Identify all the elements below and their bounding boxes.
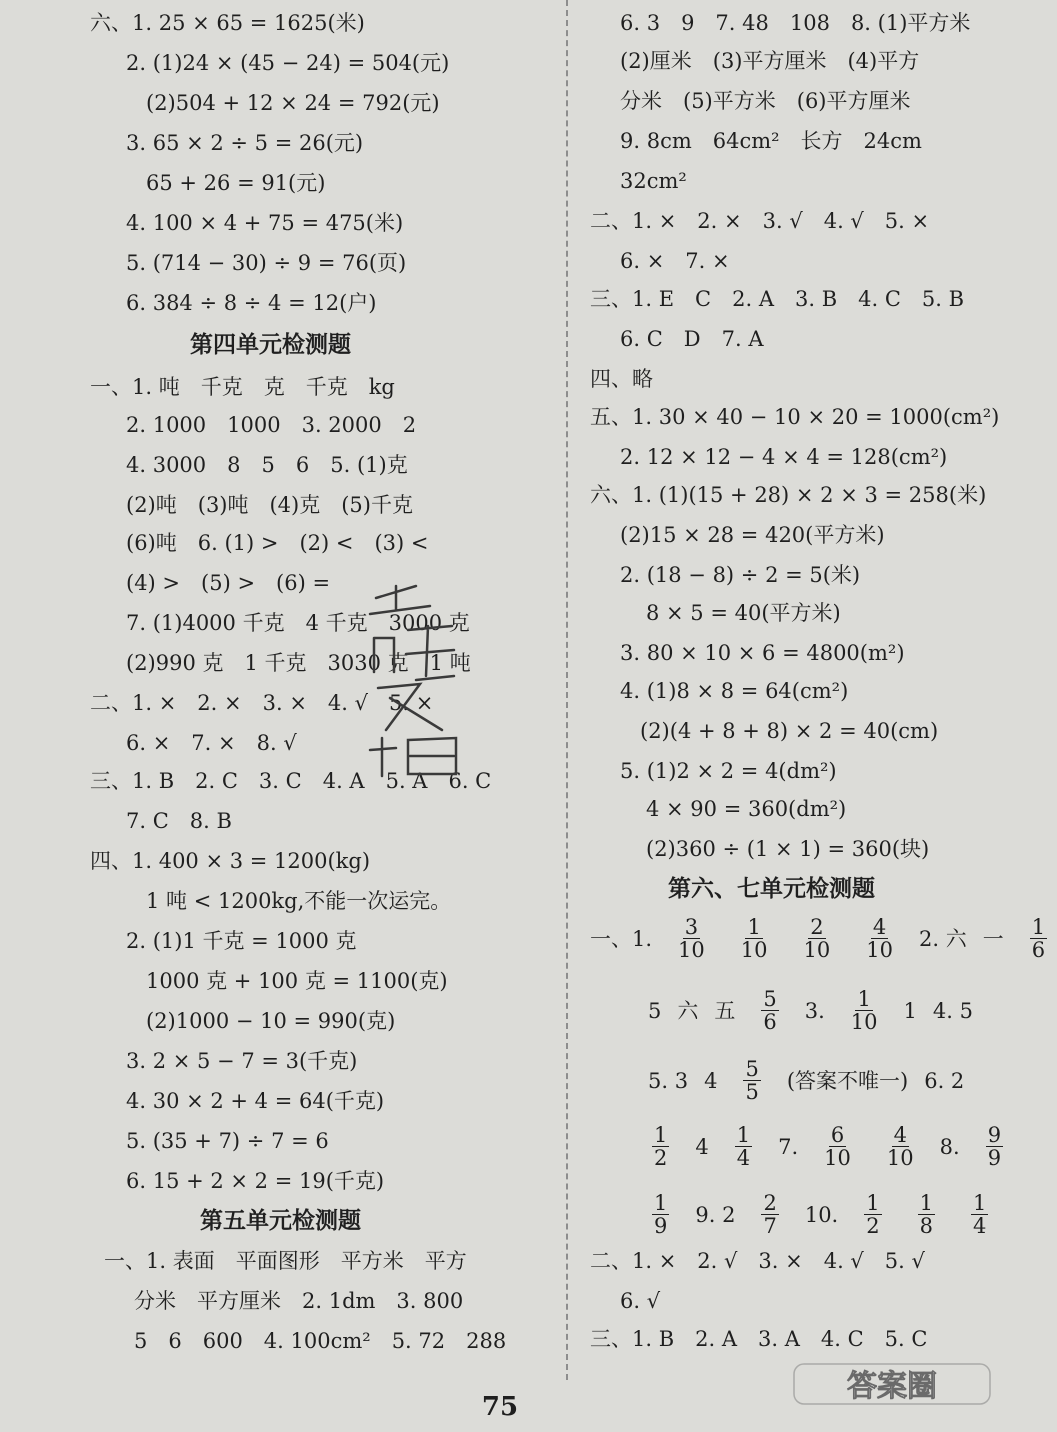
fraction-row xyxy=(648,1058,964,1103)
answer-line: 2. 12 × 12 − 4 × 4 = 128(cm²) xyxy=(620,445,948,469)
answer-line: 4. 100 × 4 + 75 = 475(米) xyxy=(126,211,404,235)
answer-line: (2)(4 + 8 + 8) × 2 = 40(cm) xyxy=(640,719,939,743)
answer-line: (2)15 × 28 = 420(平方米) xyxy=(620,523,885,547)
denominator: 10 xyxy=(740,938,768,962)
answer-line: 4. 30 × 2 + 4 = 64(千克) xyxy=(126,1089,385,1113)
answer-line: (2)504 + 12 × 24 = 792(元) xyxy=(146,91,440,115)
answer-line: 四、略 xyxy=(590,367,653,391)
answer-line: 五、1. 30 × 40 − 10 × 20 = 1000(cm²) xyxy=(590,405,1000,429)
answer-line: 7. C 8. B xyxy=(126,809,232,833)
numerator: 3 xyxy=(684,915,699,939)
answer-line: 分米 (5)平方米 (6)平方厘米 xyxy=(620,89,911,113)
answer-line: 32cm² xyxy=(620,169,687,193)
answer-text: 一、1. xyxy=(590,926,653,951)
answer-text: 4 xyxy=(704,1068,718,1093)
fraction xyxy=(887,1124,914,1169)
answer-line: 6. C D 7. A xyxy=(620,327,764,351)
numerator: 4 xyxy=(872,915,887,939)
fraction-row xyxy=(590,916,1057,961)
answer-line: 二、1. × 2. √ 3. × 4. √ 5. √ xyxy=(590,1249,925,1273)
answer-line: 6. × 7. × xyxy=(620,249,730,273)
fraction xyxy=(866,916,893,961)
page-number: 75 xyxy=(481,1392,519,1422)
answer-line: 6. 3 9 7. 48 108 8. (1)平方米 xyxy=(620,11,971,35)
answer-line: 4. 3000 8 5 6 5. (1)克 xyxy=(126,453,408,477)
answer-line: 1 吨 < 1200kg,不能一次运完。 xyxy=(146,889,452,913)
denominator: 10 xyxy=(850,1010,878,1034)
answer-line: 7. (1)4000 千克 4 千克 3000 克 xyxy=(126,611,470,635)
answer-text: 5 xyxy=(648,998,662,1023)
fraction xyxy=(1030,916,1047,961)
answer-line: 5 6 600 4. 100cm² 5. 72 288 xyxy=(134,1329,507,1353)
section-heading: 第五单元检测题 xyxy=(200,1207,361,1234)
answer-line: (2)吨 (3)吨 (4)克 (5)千克 xyxy=(126,493,413,517)
fraction xyxy=(652,1192,669,1237)
watermark-logo xyxy=(792,1362,992,1426)
answer-line: 6. 384 ÷ 8 ÷ 4 = 12(户) xyxy=(126,291,377,315)
answer-line: (4) > (5) > (6) = xyxy=(126,571,331,595)
answer-text: 5. 3 xyxy=(648,1068,689,1093)
answer-text: 3. xyxy=(804,998,825,1023)
answer-text: 10. xyxy=(804,1202,839,1227)
fraction xyxy=(851,988,878,1033)
denominator: 7 xyxy=(763,1214,777,1238)
answer-text: 五 xyxy=(714,998,736,1023)
numerator: 1 xyxy=(1031,915,1046,939)
answer-line: (2)990 克 1 千克 3030 克 1 吨 xyxy=(126,651,471,675)
fraction xyxy=(761,1192,778,1237)
handwriting-scribble xyxy=(356,580,476,780)
answer-line: 3. 65 × 2 ÷ 5 = 26(元) xyxy=(126,131,364,155)
answer-line: 一、1. 表面 平面图形 平方米 平方 xyxy=(104,1249,467,1273)
section-heading: 第六、七单元检测题 xyxy=(668,875,875,902)
answer-line: 8 × 5 = 40(平方米) xyxy=(646,601,841,625)
numerator: 5 xyxy=(763,987,777,1011)
answer-line: 三、1. E C 2. A 3. B 4. C 5. B xyxy=(590,287,965,311)
answer-line: 六、1. (1)(15 + 28) × 2 × 3 = 258(米) xyxy=(590,483,987,507)
fraction xyxy=(741,916,768,961)
answer-line: 2. (1)24 × (45 − 24) = 504(元) xyxy=(126,51,450,75)
answer-line: 2. (18 − 8) ÷ 2 = 5(米) xyxy=(620,563,861,587)
numerator: 4 xyxy=(893,1123,907,1147)
numerator: 6 xyxy=(830,1123,845,1147)
denominator: 10 xyxy=(886,1146,914,1170)
denominator: 9 xyxy=(987,1146,1002,1170)
answer-line: 1000 克 + 100 克 = 1100(克) xyxy=(146,969,448,993)
answer-line: 一、1. 吨 千克 克 千克 kg xyxy=(90,375,395,399)
numerator: 1 xyxy=(857,987,871,1011)
answer-line: 3. 80 × 10 × 6 = 4800(m²) xyxy=(620,641,905,665)
numerator: 9 xyxy=(987,1123,1002,1147)
denominator: 2 xyxy=(866,1214,880,1238)
fraction xyxy=(918,1192,935,1237)
answer-line: 六、1. 25 × 65 = 1625(米) xyxy=(90,11,365,35)
denominator: 10 xyxy=(866,938,893,962)
answer-text: 7. xyxy=(778,1134,799,1159)
fraction xyxy=(804,916,831,961)
fraction xyxy=(735,1124,752,1169)
answer-line: 三、1. B 2. C 3. C 4. A 5. A 6. C xyxy=(90,769,492,793)
answer-line: 3. 2 × 5 − 7 = 3(千克) xyxy=(126,1049,358,1073)
denominator: 6 xyxy=(763,1010,777,1034)
answer-line: (2)360 ÷ (1 × 1) = 360(块) xyxy=(646,837,930,861)
numerator: 1 xyxy=(736,1123,751,1147)
fraction-row xyxy=(648,988,973,1033)
numerator: 1 xyxy=(866,1191,880,1215)
numerator: 2 xyxy=(763,1191,777,1215)
answer-line: 6. 15 + 2 × 2 = 19(千克) xyxy=(126,1169,385,1193)
answer-line: 65 + 26 = 91(元) xyxy=(146,171,326,195)
denominator: 4 xyxy=(736,1146,751,1170)
fraction xyxy=(761,988,778,1033)
answer-line: 二、1. × 2. × 3. × 4. √ 5. × xyxy=(90,691,434,715)
answer-text: 4. 5 xyxy=(932,998,973,1023)
answer-text: 一 xyxy=(982,926,1004,951)
answer-line: 4. (1)8 × 8 = 64(cm²) xyxy=(620,679,849,703)
answer-text: (答案不唯一) xyxy=(786,1068,909,1093)
answer-line: 二、1. × 2. × 3. √ 4. √ 5. × xyxy=(590,209,930,233)
answer-line: (2)1000 − 10 = 990(克) xyxy=(146,1009,396,1033)
answer-line: 四、1. 400 × 3 = 1200(kg) xyxy=(90,849,371,873)
answer-line: 分米 平方厘米 2. 1dm 3. 800 xyxy=(134,1289,464,1313)
section-heading: 第四单元检测题 xyxy=(190,331,351,358)
answer-line: 5. (35 + 7) ÷ 7 = 6 xyxy=(126,1129,329,1153)
denominator: 5 xyxy=(745,1080,759,1104)
fraction xyxy=(824,1124,851,1169)
fraction xyxy=(986,1124,1003,1169)
fraction-row xyxy=(642,1192,998,1237)
answer-line: 4 × 90 = 360(dm²) xyxy=(646,797,847,821)
fraction-row xyxy=(642,1124,1013,1169)
answer-text: 1 xyxy=(903,998,917,1023)
numerator: 2 xyxy=(810,915,824,939)
fraction xyxy=(743,1058,760,1103)
answer-line: 5. (1)2 × 2 = 4(dm²) xyxy=(620,759,837,783)
denominator: 6 xyxy=(1031,938,1046,962)
numerator: 5 xyxy=(745,1057,759,1081)
denominator: 2 xyxy=(654,1146,668,1170)
answer-line: 6. × 7. × 8. √ xyxy=(126,731,297,755)
answer-line: 2. (1)1 千克 = 1000 克 xyxy=(126,929,357,953)
fraction xyxy=(678,916,705,961)
denominator: 9 xyxy=(654,1214,668,1238)
denominator: 10 xyxy=(678,938,705,962)
answer-line: (2)厘米 (3)平方厘米 (4)平方 xyxy=(620,49,920,73)
answer-line: 6. √ xyxy=(620,1289,661,1313)
denominator: 10 xyxy=(824,1146,851,1170)
answer-text: 2. 六 xyxy=(918,926,967,951)
answer-text: 六 xyxy=(677,998,699,1023)
answer-line: 2. 1000 1000 3. 2000 2 xyxy=(126,413,417,437)
fraction xyxy=(864,1192,881,1237)
answer-line: 5. (714 − 30) ÷ 9 = 76(页) xyxy=(126,251,407,275)
numerator: 1 xyxy=(747,915,761,939)
answer-text: 8. xyxy=(939,1134,960,1159)
column-divider xyxy=(566,0,568,1380)
fraction xyxy=(652,1124,669,1169)
answer-text: 4 xyxy=(695,1134,709,1159)
answer-line: 三、1. B 2. A 3. A 4. C 5. C xyxy=(590,1327,928,1351)
answer-line: 9. 8cm 64cm² 长方 24cm xyxy=(620,129,922,153)
denominator: 10 xyxy=(803,938,831,962)
numerator: 1 xyxy=(654,1123,668,1147)
answer-text: 9. 2 xyxy=(695,1202,736,1227)
svg-text:答案圈: 答案圈 xyxy=(847,1370,937,1403)
numerator: 1 xyxy=(972,1191,987,1215)
answer-text: 6. 2 xyxy=(924,1068,965,1093)
fraction xyxy=(971,1192,988,1237)
denominator: 8 xyxy=(919,1214,933,1238)
numerator: 1 xyxy=(654,1191,668,1215)
answer-line: (6)吨 6. (1) > (2) < (3) < xyxy=(126,531,429,555)
numerator: 1 xyxy=(919,1191,933,1215)
denominator: 4 xyxy=(972,1214,987,1238)
